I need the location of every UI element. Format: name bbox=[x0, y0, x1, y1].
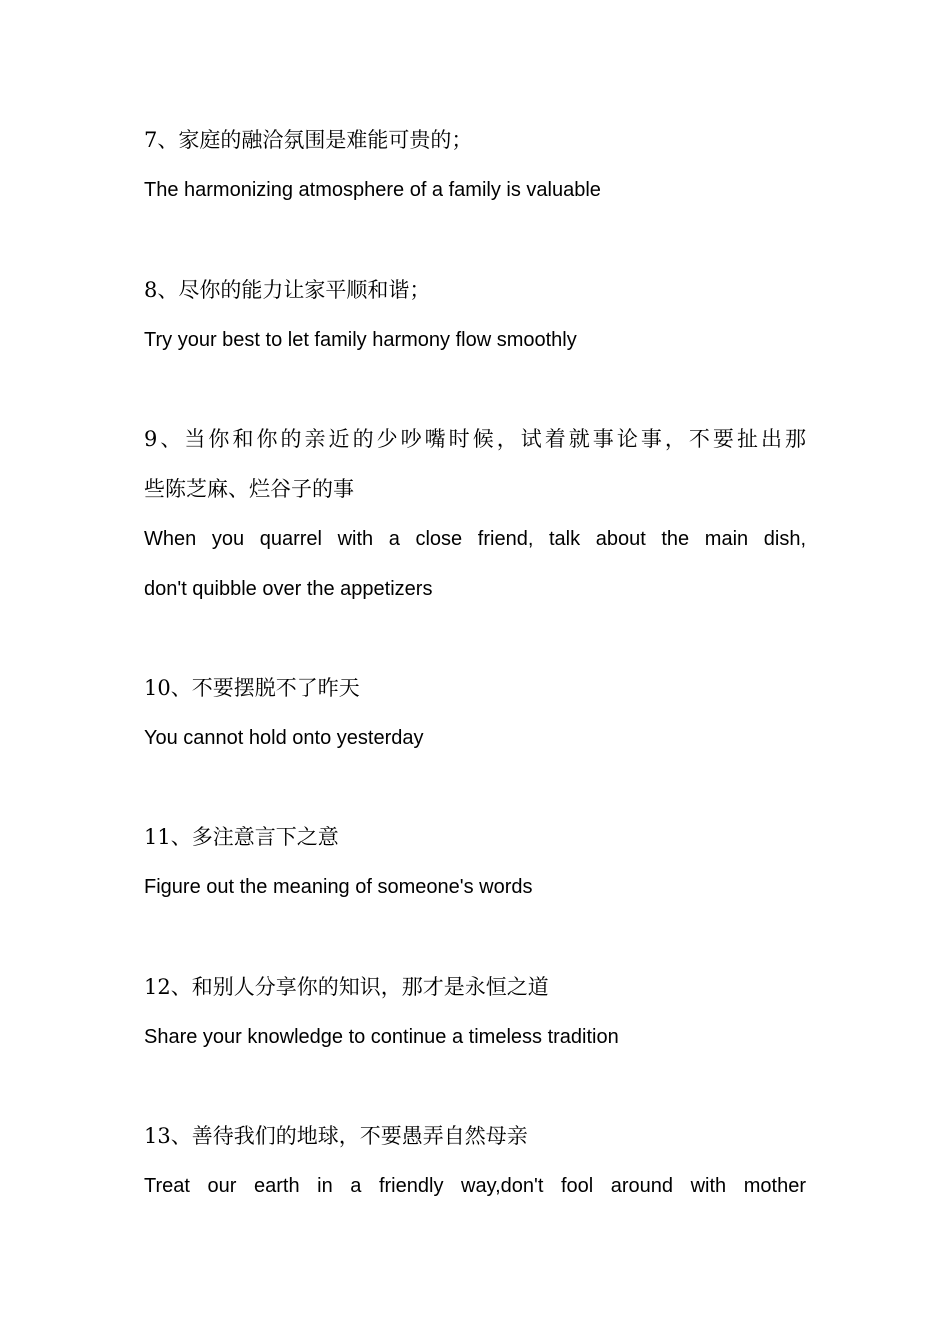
item-7-english: The harmonizing atmosphere of a family is valuable bbox=[144, 179, 601, 201]
item-10-chinese: 10、不要摆脱不了昨天 bbox=[144, 676, 360, 700]
item-9-chinese-line-2: 些陈芝麻、烂谷子的事 bbox=[144, 477, 354, 501]
item-8-english: Try your best to let family harmony flow smoothly bbox=[144, 329, 577, 351]
item-9-english-line-1: When you quarrel with a close friend, talk about the main dish, bbox=[144, 528, 806, 550]
item-12-chinese: 12、和别人分享你的知识，那才是永恒之道 bbox=[144, 975, 549, 999]
item-11-chinese: 11、多注意言下之意 bbox=[144, 825, 339, 849]
item-10-english: You cannot hold onto yesterday bbox=[144, 727, 424, 749]
item-13-english-line-1: Treat our earth in a friendly way,don't fool around with mother bbox=[144, 1175, 806, 1197]
item-11-english: Figure out the meaning of someone's words bbox=[144, 876, 533, 898]
item-7-chinese: 7、家庭的融洽氛围是难能可贵的； bbox=[144, 128, 473, 152]
item-8-chinese: 8、尽你的能力让家平顺和谐； bbox=[144, 278, 431, 302]
item-13-chinese: 13、善待我们的地球，不要愚弄自然母亲 bbox=[144, 1124, 528, 1148]
item-9-chinese-line-1: 9、当你和你的亲近的少吵嘴时候，试着就事论事，不要扯出那 bbox=[144, 427, 806, 451]
item-12-english: Share your knowledge to continue a timeless tradition bbox=[144, 1026, 619, 1048]
item-9-english-line-2: don't quibble over the appetizers bbox=[144, 578, 433, 600]
